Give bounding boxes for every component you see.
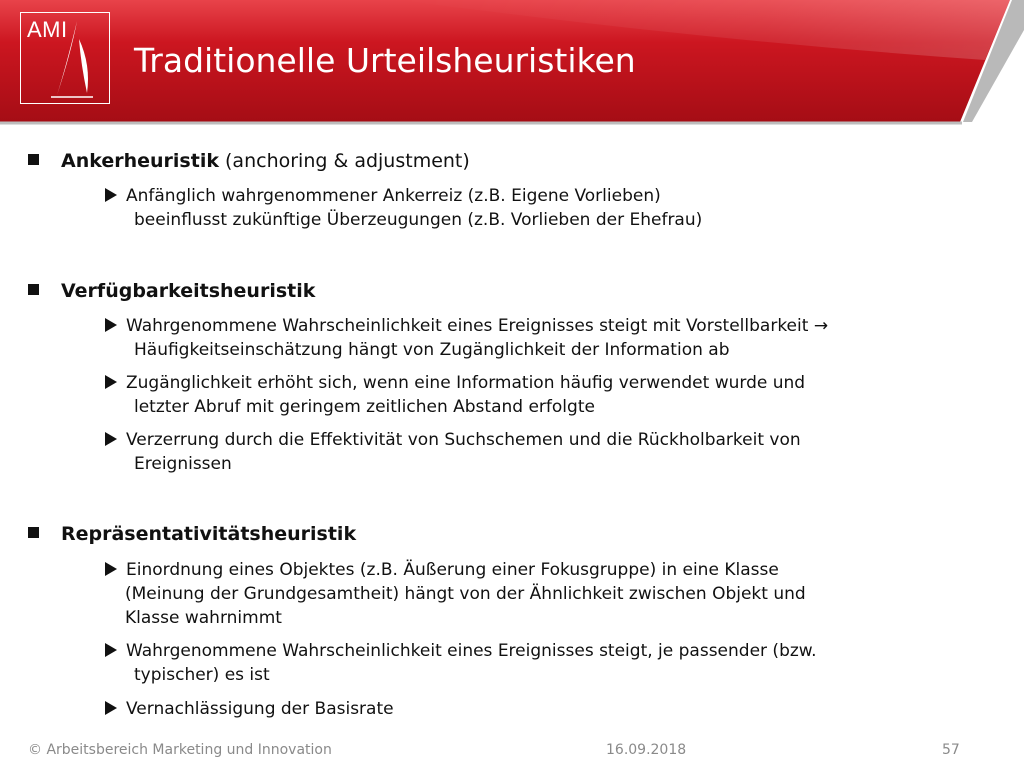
list-item-text: Anfänglich wahrgenommener Ankerreiz (z.B. Eigene Vorlieben) <box>126 186 661 206</box>
list-item <box>105 639 817 687</box>
square-bullet-icon <box>28 154 39 165</box>
list-item-text: letzter Abruf mit geringem zeitlichen Abstand erfolgte <box>134 397 595 417</box>
triangle-bullet-icon <box>105 188 117 202</box>
list-item <box>105 314 828 362</box>
header-banner <box>0 0 1024 125</box>
footer-date: 16.09.2018 <box>606 742 687 758</box>
triangle-bullet-icon <box>105 701 117 715</box>
list-item-text: Zugänglichkeit erhöht sich, wenn eine Information häufig verwendet wurde und <box>126 373 806 393</box>
footer-copyright: © Arbeitsbereich Marketing und Innovation <box>28 742 332 758</box>
list-item-text: Vernachlässigung der Basisrate <box>126 699 394 719</box>
triangle-bullet-icon <box>105 318 117 332</box>
list-item <box>105 184 702 232</box>
square-bullet-icon <box>28 284 39 295</box>
section-title: Verfügbarkeitsheuristik <box>61 280 316 302</box>
page-title: Traditionelle Urteilsheuristiken <box>134 41 636 80</box>
list-item-text: Verzerrung durch die Effektivität von Suchschemen und die Rückholbarkeit von <box>126 430 801 450</box>
square-bullet-icon <box>28 527 39 538</box>
list-item-text: Wahrgenommene Wahrscheinlichkeit eines Ereignisses steigt, je passender (bzw. <box>126 641 817 661</box>
section-heading <box>28 523 356 545</box>
section-title: Repräsentativitätsheuristik <box>61 523 357 545</box>
logo-text: AMI <box>27 17 68 42</box>
triangle-bullet-icon <box>105 562 117 576</box>
triangle-bullet-icon <box>105 432 117 446</box>
section-heading <box>28 280 315 302</box>
right-arrow-icon: → <box>813 316 829 336</box>
triangle-bullet-icon <box>105 643 117 657</box>
list-item-text: beeinflusst zukünftige Überzeugungen (z.B. Vorlieben der Ehefrau) <box>134 210 703 230</box>
section-subtitle: (anchoring & adjustment) <box>218 150 470 172</box>
list-item-text: Ereignissen <box>134 454 232 474</box>
triangle-bullet-icon <box>105 375 117 389</box>
section-title: Ankerheuristik <box>61 150 219 172</box>
sail-icon <box>21 13 109 103</box>
section-heading <box>28 150 470 172</box>
list-item-text: typischer) es ist <box>134 665 270 685</box>
ami-logo <box>20 12 110 104</box>
list-item <box>105 428 801 476</box>
list-item-text: Wahrgenommene Wahrscheinlichkeit eines Ereignisses steigt mit Vorstellbarkeit <box>126 316 809 336</box>
list-item <box>105 697 394 721</box>
list-item-text: (Meinung der Grundgesamtheit) hängt von der Ähnlichkeit zwischen Objekt und <box>125 584 806 604</box>
list-item <box>105 558 806 630</box>
footer-page-number: 57 <box>942 742 960 758</box>
list-item-text: Klasse wahrnimmt <box>125 608 282 628</box>
list-item-text: Häufigkeitseinschätzung hängt von Zugänglichkeit der Information ab <box>134 340 730 360</box>
list-item-text: Einordnung eines Objektes (z.B. Äußerung einer Fokusgruppe) in eine Klasse <box>126 560 779 580</box>
list-item <box>105 371 805 419</box>
